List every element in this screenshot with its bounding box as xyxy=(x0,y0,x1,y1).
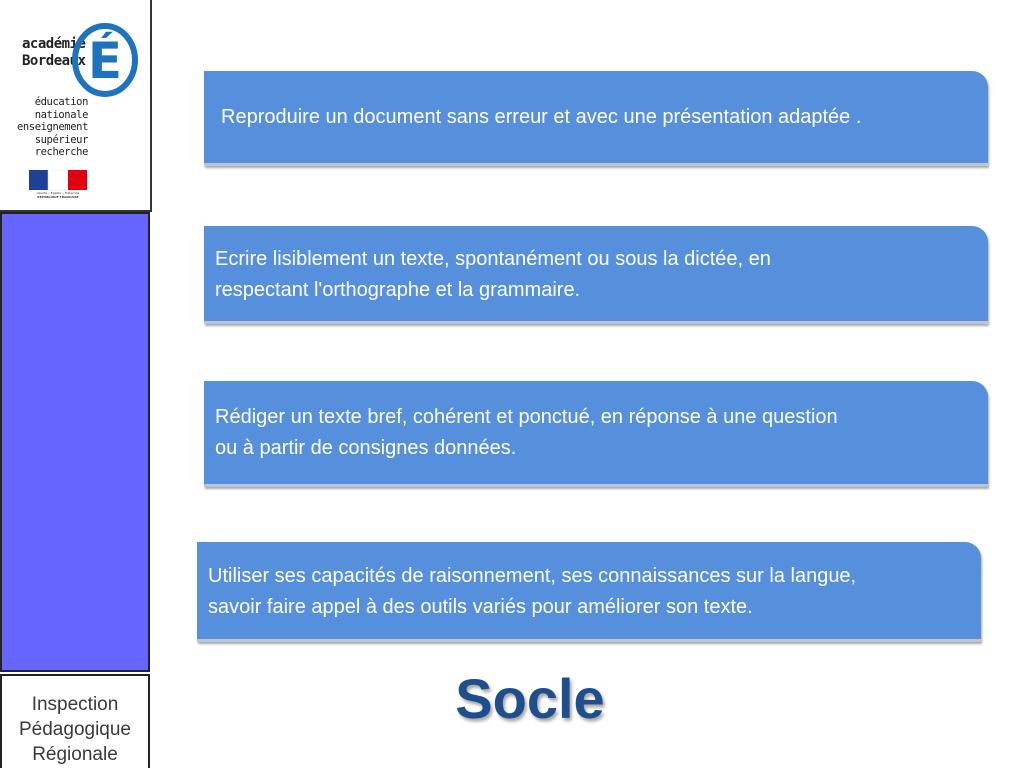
footer-line: Inspection xyxy=(31,694,119,715)
flag-caption-2: RÉPUBLIQUE FRANÇAISE xyxy=(37,195,79,198)
logo-e-emblem xyxy=(70,10,140,98)
box-text-line: ou à partir de consignes données. xyxy=(215,437,517,459)
academy-logo xyxy=(0,0,152,212)
box-text-line: savoir faire appel à des outils variés pour améliorer son texte. xyxy=(208,596,753,618)
logo-academy-line1: académie xyxy=(22,36,86,52)
box-text-line: Rédiger un texte bref, cohérent et ponctué, en réponse à une question xyxy=(215,406,838,428)
box-text-line: respectant l'orthographe et la grammaire. xyxy=(215,279,581,301)
logo-ministry-line: nationale xyxy=(34,108,88,121)
republic-flag-icon xyxy=(29,170,87,198)
box-text-line: Reproduire un document sans erreur et avec une présentation adaptée . xyxy=(221,106,862,128)
competency-box-1 xyxy=(204,71,988,166)
competency-box-3 xyxy=(204,381,988,487)
footer-line: Pédagogique xyxy=(19,719,131,740)
logo-letter: É xyxy=(87,32,123,90)
footer-line: Régionale xyxy=(32,744,118,765)
logo-ministry-line: enseignement xyxy=(16,121,88,134)
sidebar-footer xyxy=(0,674,150,768)
logo-ministry-text xyxy=(6,96,88,159)
logo-academy-line2: Bordeaux xyxy=(22,53,86,69)
sidebar xyxy=(0,0,154,768)
logo-ministry-line: recherche xyxy=(34,146,88,159)
logo-ministry-line: éducation xyxy=(34,96,88,108)
competency-box-2 xyxy=(204,226,988,324)
box-text-line: Utiliser ses capacités de raisonnement, ses connaissances sur la langue, xyxy=(208,565,857,587)
sidebar-blue-panel xyxy=(0,212,150,672)
competency-box-4 xyxy=(197,542,981,642)
flag-caption: Liberté • Égalité • Fraternité xyxy=(36,191,80,195)
slide-title: Socle xyxy=(455,667,605,730)
box-text-line: Ecrire lisiblement un texte, spontanément ou sous la dictée, en xyxy=(215,248,771,270)
logo-ministry-line: supérieur xyxy=(34,133,88,146)
